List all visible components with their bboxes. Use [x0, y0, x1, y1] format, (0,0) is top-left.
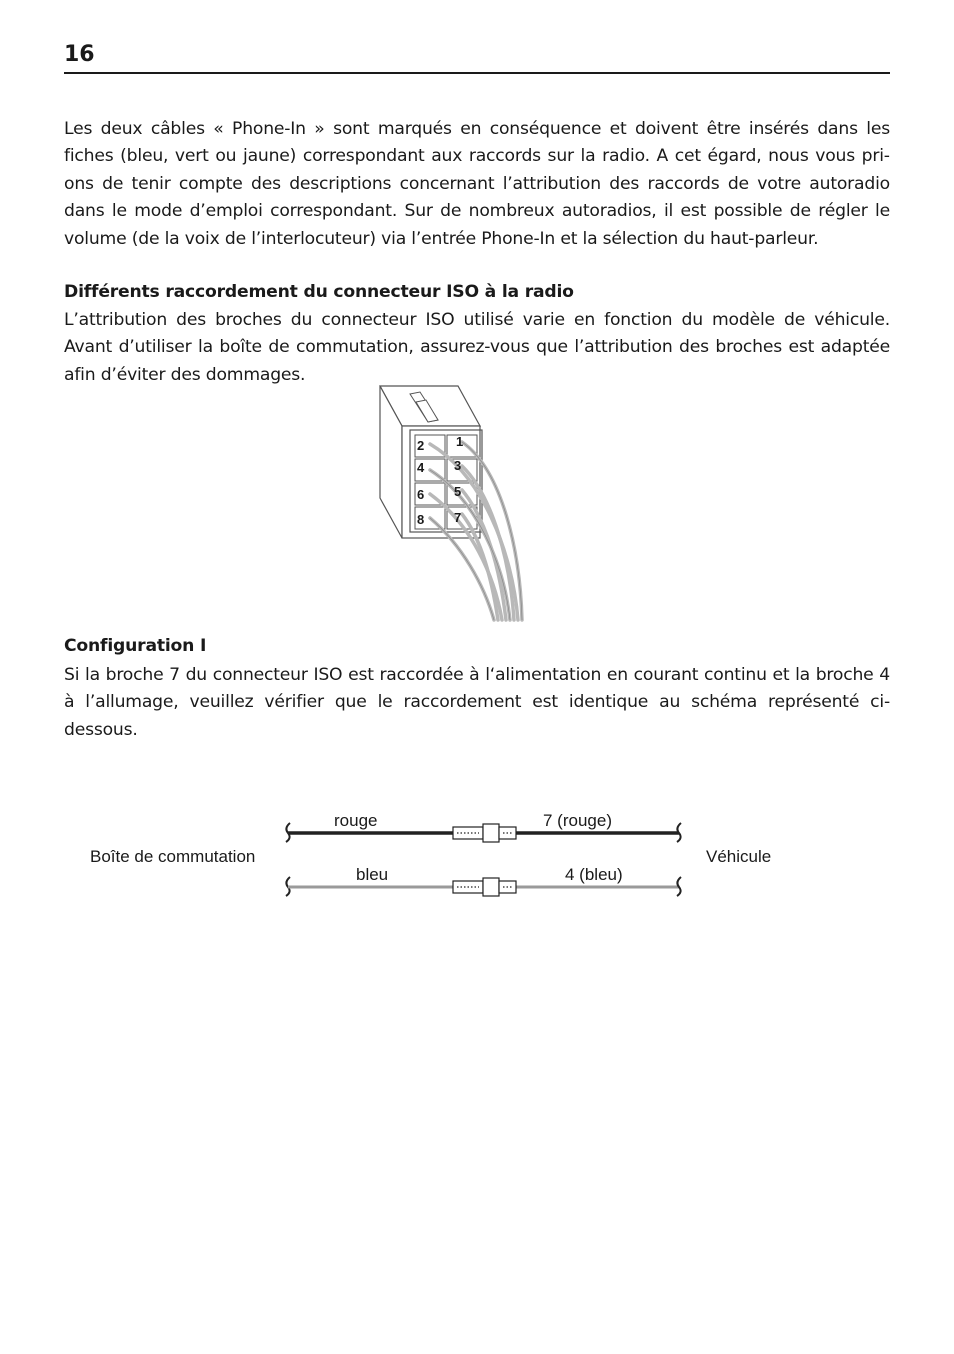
- pin-label: 6: [417, 487, 425, 502]
- switch-box-label: Boîte de commutation: [90, 847, 256, 866]
- pin-label: 5: [454, 484, 462, 499]
- pin-label: 7: [454, 510, 462, 525]
- blue-wire-right-label: 4 (bleu): [565, 865, 623, 884]
- pin-label: 2: [417, 438, 425, 453]
- red-wire-left-label: rouge: [334, 811, 378, 830]
- header-rule: [64, 72, 890, 74]
- intro-paragraph: Les deux câbles « Phone-In » sont marqués en conséquence et doivent être insérés dans les fiches (bleu, vert ou jaune) correspondant aux raccords sur la radio. A cet égard, nous vous prions de tenir compte des descriptions concernant l’attribution des raccords de votre autoradio dans le mode d’emploi correspondant. Sur de nombreux autoradios, il est possible de régler le volume (de la voix de l’interlocuteur) via l’entrée Phone-In et la sélection du haut-parleur.: [64, 119, 890, 249]
- config-section-text: Si la broche 7 du connecteur ISO est raccordée à l‘alimentation en courant continu et la broche 4 à l’allumage, veuillez vérifier que le raccordement est identique au schéma représenté ci-dessous.: [64, 665, 890, 740]
- vehicle-label: Véhicule: [706, 847, 772, 866]
- pin-label: 3: [454, 458, 462, 473]
- pin-label: 1: [456, 434, 464, 449]
- pin-label: 8: [417, 512, 425, 527]
- red-wire-right-label: 7 (rouge): [543, 811, 612, 830]
- blue-wire-connector: [453, 878, 516, 896]
- iso-section-text: L’attribution des broches du connecteur ISO utilisé varie en fonction du modèle de véhicule. Avant d’utiliser la boîte de commutation, assurez-vous que l’attribution des broches est adaptée afin d’éviter des dommages.: [64, 310, 890, 385]
- blue-wire-left-label: bleu: [356, 865, 389, 884]
- page-number: 16: [64, 42, 95, 67]
- wiring-diagram: [60, 790, 820, 920]
- iso-connector-illustration: [372, 380, 532, 625]
- red-wire-connector: [453, 824, 516, 842]
- config-section-heading: Configuration I: [64, 636, 207, 656]
- pin-label: 4: [417, 460, 425, 475]
- iso-section-heading: Différents raccordement du connecteur ISO à la radio: [64, 282, 574, 302]
